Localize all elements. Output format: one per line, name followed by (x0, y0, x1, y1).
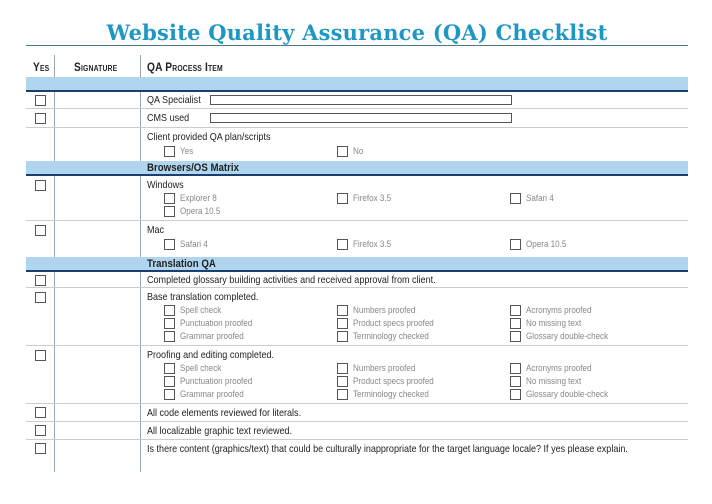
header-yes: Yes (33, 60, 50, 74)
checkbox[interactable] (510, 363, 521, 374)
option-spell-check[interactable]: Spell check (164, 304, 229, 317)
option-punctuation-proofed[interactable]: Punctuation proofed (164, 375, 265, 388)
checkbox[interactable] (337, 318, 348, 329)
table-row-mac (26, 221, 688, 257)
section-band-translation (26, 257, 688, 272)
option-product-specs-proofed[interactable]: Product specs proofed (337, 375, 448, 388)
option-numbers-proofed[interactable]: Numbers proofed (337, 304, 426, 317)
table-row-windows (26, 176, 688, 221)
option-opera-10-5[interactable]: Opera 10.5 (164, 205, 228, 218)
yes-checkbox[interactable] (35, 180, 46, 191)
checkbox[interactable] (510, 239, 521, 250)
page-title: Website Quality Assurance (QA) Checklist (106, 20, 608, 45)
qa-checklist-table (26, 50, 688, 458)
checkbox[interactable] (164, 318, 175, 329)
base-translation-label: Base translation completed. (147, 291, 259, 303)
checkbox[interactable] (510, 193, 521, 204)
yes-checkbox[interactable] (35, 95, 46, 106)
table-row-qa-specialist (26, 92, 688, 109)
cms-used-field[interactable] (210, 113, 512, 123)
header-signature: Signature (74, 60, 118, 74)
yes-checkbox[interactable] (35, 225, 46, 236)
option-no[interactable]: No (337, 145, 365, 158)
section-band-browsers (26, 161, 688, 176)
option-yes[interactable]: Yes (164, 145, 196, 158)
option-grammar-proofed[interactable]: Grammar proofed (164, 388, 255, 401)
option-safari-4[interactable]: Safari 4 (510, 192, 559, 205)
mac-label: Mac (147, 224, 165, 236)
option-no-missing-text[interactable]: No missing text (510, 375, 591, 388)
yes-checkbox[interactable] (35, 292, 46, 303)
glossary-text: Completed glossary building activities and received approval from client. (147, 274, 436, 286)
checkbox[interactable] (337, 389, 348, 400)
checkbox[interactable] (164, 206, 175, 217)
option-glossary-double-check[interactable]: Glossary double-check (510, 388, 623, 401)
checkbox[interactable] (337, 376, 348, 387)
cms-used-label: CMS used (147, 112, 190, 124)
checkbox[interactable] (164, 376, 175, 387)
yes-checkbox[interactable] (35, 425, 46, 436)
option-terminology-checked[interactable]: Terminology checked (337, 330, 442, 343)
graphic-text-text: All localizable graphic text reviewed. (147, 425, 293, 437)
checkbox[interactable] (337, 193, 348, 204)
checkbox[interactable] (510, 331, 521, 342)
checkbox[interactable] (164, 389, 175, 400)
checkbox[interactable] (510, 376, 521, 387)
table-row-base-translation (26, 288, 688, 346)
option-terminology-checked[interactable]: Terminology checked (337, 388, 442, 401)
checkbox[interactable] (337, 305, 348, 316)
title-underline (26, 45, 688, 46)
yes-checkbox[interactable] (35, 443, 46, 454)
yes-checkbox[interactable] (35, 407, 46, 418)
table-row-glossary (26, 272, 688, 288)
yes-checkbox[interactable] (35, 350, 46, 361)
windows-label: Windows (147, 179, 184, 191)
client-plan-label: Client provided QA plan/scripts (147, 131, 271, 143)
table-row-code-elements (26, 404, 688, 422)
qa-specialist-label: QA Specialist (147, 94, 201, 106)
option-spell-check[interactable]: Spell check (164, 362, 229, 375)
checkbox[interactable] (337, 239, 348, 250)
section-label-translation: Translation QA (147, 258, 216, 270)
checkbox[interactable] (164, 363, 175, 374)
table-row-cms-used (26, 109, 688, 128)
option-numbers-proofed[interactable]: Numbers proofed (337, 362, 426, 375)
checkbox[interactable] (510, 318, 521, 329)
option-no-missing-text[interactable]: No missing text (510, 317, 591, 330)
table-row-graphic-text (26, 422, 688, 440)
cultural-text: Is there content (graphics/text) that could be culturally inappropriate for the target language locale? If yes please explain. (147, 443, 628, 455)
checkbox[interactable] (164, 193, 175, 204)
table-row-cultural (26, 440, 688, 458)
checkbox[interactable] (337, 146, 348, 157)
checkbox[interactable] (164, 331, 175, 342)
option-safari-4[interactable]: Safari 4 (164, 238, 213, 251)
checkbox[interactable] (337, 331, 348, 342)
option-punctuation-proofed[interactable]: Punctuation proofed (164, 317, 265, 330)
option-acronyms-proofed[interactable]: Acronyms proofed (510, 304, 603, 317)
checkbox[interactable] (164, 239, 175, 250)
option-opera-10-5[interactable]: Opera 10.5 (510, 238, 574, 251)
table-row-client-plan (26, 128, 688, 161)
option-glossary-double-check[interactable]: Glossary double-check (510, 330, 623, 343)
yes-checkbox[interactable] (35, 275, 46, 286)
proofing-label: Proofing and editing completed. (147, 349, 275, 361)
section-band-general (26, 77, 688, 92)
yes-checkbox[interactable] (35, 113, 46, 124)
header-qa-item: QA Process Item (147, 60, 223, 74)
option-firefox-3-5[interactable]: Firefox 3.5 (337, 238, 398, 251)
option-firefox-3-5[interactable]: Firefox 3.5 (337, 192, 398, 205)
checkbox[interactable] (164, 146, 175, 157)
table-row-proofing (26, 346, 688, 404)
section-label-browsers: Browsers/OS Matrix (147, 162, 240, 174)
checkbox[interactable] (164, 305, 175, 316)
option-grammar-proofed[interactable]: Grammar proofed (164, 330, 255, 343)
checkbox[interactable] (337, 363, 348, 374)
checkbox[interactable] (510, 305, 521, 316)
option-acronyms-proofed[interactable]: Acronyms proofed (510, 362, 603, 375)
qa-specialist-field[interactable] (210, 95, 512, 105)
code-elements-text: All code elements reviewed for literals. (147, 407, 302, 419)
checkbox[interactable] (510, 389, 521, 400)
table-header (26, 50, 688, 77)
option-explorer-8[interactable]: Explorer 8 (164, 192, 223, 205)
option-product-specs-proofed[interactable]: Product specs proofed (337, 317, 448, 330)
